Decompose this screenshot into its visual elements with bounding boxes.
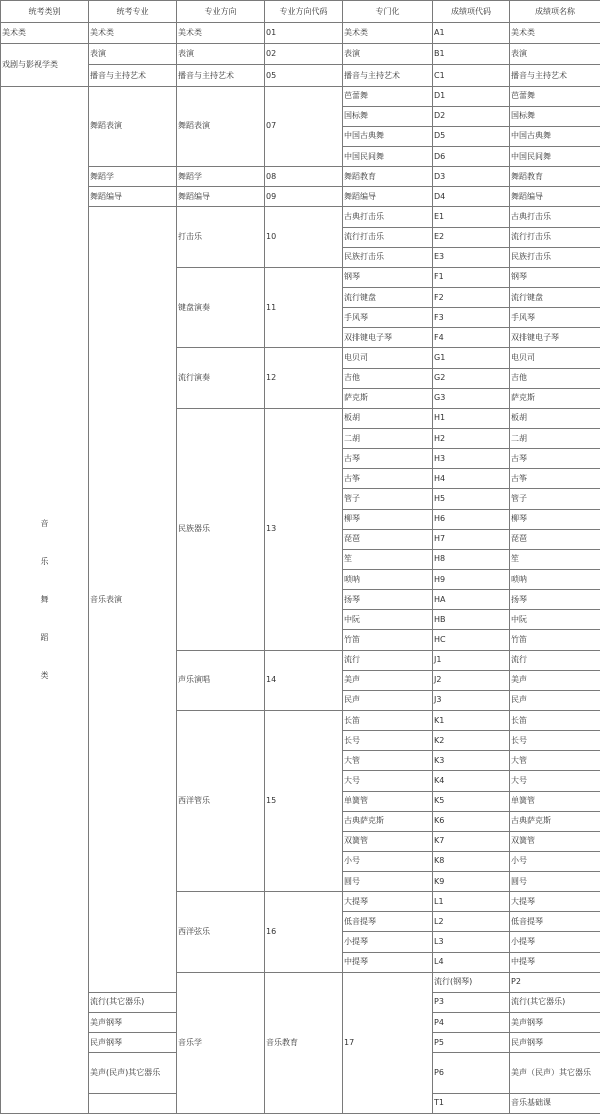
category-cell: 戏剧与影视学类: [1, 44, 89, 86]
score-name-cell: 中国古典舞: [510, 126, 600, 146]
score-code-cell: P3: [433, 992, 510, 1012]
specialization-cell: 中国古典舞: [343, 126, 433, 146]
score-code-cell: H1: [433, 408, 510, 428]
score-name-cell: 流行键盘: [510, 287, 600, 307]
specialization-cell: [89, 1093, 177, 1113]
score-name-cell: 古琴: [510, 449, 600, 469]
score-code-cell: G3: [433, 388, 510, 408]
table-row: [1, 207, 600, 227]
category-cell-music-dance: [1, 86, 89, 1113]
specialization-cell: 中阮: [343, 610, 433, 630]
score-code-cell: F1: [433, 267, 510, 287]
specialization-cell: 小号: [343, 851, 433, 871]
specialization-cell: 管子: [343, 489, 433, 509]
major-cell: 音乐表演: [89, 207, 177, 992]
score-code-cell: HB: [433, 610, 510, 630]
category-char: 舞: [40, 594, 49, 604]
specialization-cell: 电贝司: [343, 348, 433, 368]
score-code-cell: D1: [433, 86, 510, 106]
table-row: [1, 65, 600, 86]
specialization-cell: 长笛: [343, 710, 433, 730]
specialization-cell: 舞蹈编导: [343, 187, 433, 207]
score-code-cell: K2: [433, 731, 510, 751]
score-name-cell: 管子: [510, 489, 600, 509]
score-code-cell: J1: [433, 650, 510, 670]
score-code-cell: E1: [433, 207, 510, 227]
score-name-cell: 芭蕾舞: [510, 86, 600, 106]
major-cell: 舞蹈学: [89, 167, 177, 187]
specialization-cell: 国标舞: [343, 106, 433, 126]
category-char: 蹈: [40, 632, 49, 642]
header-row: [1, 1, 600, 23]
specialization-cell: 大号: [343, 771, 433, 791]
table-row: [1, 44, 600, 65]
score-code-cell: L4: [433, 952, 510, 972]
score-name-cell: 舞蹈教育: [510, 167, 600, 187]
score-name-cell: 音乐基础课: [510, 1093, 600, 1113]
score-code-cell: F2: [433, 287, 510, 307]
specialization-cell: 古典打击乐: [343, 207, 433, 227]
score-name-cell: 板胡: [510, 408, 600, 428]
direction-cell: 流行演奏: [177, 348, 265, 408]
specialization-cell: 芭蕾舞: [343, 86, 433, 106]
score-code-cell: D4: [433, 187, 510, 207]
score-name-cell: 小提琴: [510, 932, 600, 952]
score-code-cell: H2: [433, 428, 510, 448]
specialization-cell: 古琴: [343, 449, 433, 469]
score-code-cell: G2: [433, 368, 510, 388]
score-code-cell: K7: [433, 831, 510, 851]
score-code-cell: H6: [433, 509, 510, 529]
direction-code-cell: 11: [265, 267, 343, 348]
direction-code-cell: 16: [265, 892, 343, 973]
specialization-cell: 民声钢琴: [89, 1033, 177, 1053]
score-name-cell: 唢呐: [510, 569, 600, 589]
major-cell: 播音与主持艺术: [89, 65, 177, 86]
score-name-cell: 小号: [510, 851, 600, 871]
score-code-cell: D6: [433, 147, 510, 167]
header-cell: 统考专业: [89, 1, 177, 23]
direction-cell: 美术类: [177, 23, 265, 44]
score-code-cell: H4: [433, 469, 510, 489]
score-name-cell: 圆号: [510, 872, 600, 892]
specialization-cell: 美术类: [343, 23, 433, 44]
score-name-cell: 笙: [510, 549, 600, 569]
direction-cell: 音乐教育: [265, 972, 343, 1113]
score-name-cell: 流行(其它器乐): [510, 992, 600, 1012]
direction-cell: 键盘演奏: [177, 267, 265, 348]
score-code-cell: K9: [433, 872, 510, 892]
specialization-cell: 小提琴: [343, 932, 433, 952]
specialization-cell: 播音与主持艺术: [343, 65, 433, 86]
header-cell: 统考类别: [1, 1, 89, 23]
specialization-cell: 吉他: [343, 368, 433, 388]
score-name-cell: 钢琴: [510, 267, 600, 287]
score-name-cell: 美声钢琴: [510, 1013, 600, 1033]
score-name-cell: 民声: [510, 690, 600, 710]
specialization-cell: 双簧管: [343, 831, 433, 851]
score-code-cell: H5: [433, 489, 510, 509]
direction-code-cell: 08: [265, 167, 343, 187]
score-name-cell: 柳琴: [510, 509, 600, 529]
direction-code-cell: 07: [265, 86, 343, 167]
score-name-cell: 流行: [510, 650, 600, 670]
category-char: 乐: [40, 556, 49, 566]
specialization-cell: 大提琴: [343, 892, 433, 912]
score-name-cell: 手风琴: [510, 308, 600, 328]
score-code-cell: J3: [433, 690, 510, 710]
direction-code-cell: 12: [265, 348, 343, 408]
score-name-cell: 竹笛: [510, 630, 600, 650]
direction-cell: 舞蹈学: [177, 167, 265, 187]
score-name-cell: 萨克斯: [510, 388, 600, 408]
direction-code-cell: 02: [265, 44, 343, 65]
specialization-cell: 二胡: [343, 428, 433, 448]
score-name-cell: 民族打击乐: [510, 247, 600, 267]
direction-code-cell: 01: [265, 23, 343, 44]
score-name-cell: 琵琶: [510, 529, 600, 549]
major-cell: 舞蹈表演: [89, 86, 177, 167]
specialization-cell: 古筝: [343, 469, 433, 489]
direction-cell: 表演: [177, 44, 265, 65]
specialization-cell: 中国民间舞: [343, 147, 433, 167]
specialization-cell: 流行键盘: [343, 287, 433, 307]
specialization-cell: 流行(钢琴): [433, 972, 510, 992]
score-code-cell: H9: [433, 569, 510, 589]
score-code-cell: T1: [433, 1093, 510, 1113]
specialization-cell: 民声: [343, 690, 433, 710]
score-name-cell: 古典打击乐: [510, 207, 600, 227]
direction-cell: 民族器乐: [177, 408, 265, 650]
score-code-cell: C1: [433, 65, 510, 86]
specialization-cell: 圆号: [343, 872, 433, 892]
score-code-cell: P4: [433, 1013, 510, 1033]
specialization-cell: 钢琴: [343, 267, 433, 287]
score-code-cell: H8: [433, 549, 510, 569]
score-code-cell: K3: [433, 751, 510, 771]
score-name-cell: 长笛: [510, 710, 600, 730]
score-code-cell: D2: [433, 106, 510, 126]
table-row: [1, 167, 600, 187]
score-name-cell: 古筝: [510, 469, 600, 489]
score-code-cell: K1: [433, 710, 510, 730]
score-name-cell: 双簧管: [510, 831, 600, 851]
score-name-cell: 大号: [510, 771, 600, 791]
major-cell: 舞蹈编导: [89, 187, 177, 207]
score-code-cell: P2: [510, 972, 600, 992]
score-code-cell: H7: [433, 529, 510, 549]
specialization-cell: 扬琴: [343, 590, 433, 610]
specialization-cell: 流行(其它器乐): [89, 992, 177, 1012]
specialization-cell: 单簧管: [343, 791, 433, 811]
score-name-cell: 低音提琴: [510, 912, 600, 932]
score-name-cell: 单簧管: [510, 791, 600, 811]
score-name-cell: 民声钢琴: [510, 1033, 600, 1053]
header-cell: 专门化: [343, 1, 433, 23]
specialization-cell: 大管: [343, 751, 433, 771]
score-name-cell: 美声（民声）其它器乐: [510, 1053, 600, 1093]
direction-code-cell: 15: [265, 710, 343, 891]
score-code-cell: P5: [433, 1033, 510, 1053]
score-name-cell: 古典萨克斯: [510, 811, 600, 831]
table-row: [1, 187, 600, 207]
score-code-cell: H3: [433, 449, 510, 469]
score-code-cell: J2: [433, 670, 510, 690]
score-name-cell: 中提琴: [510, 952, 600, 972]
direction-code-cell: 10: [265, 207, 343, 267]
score-code-cell: K6: [433, 811, 510, 831]
score-name-cell: 播音与主持艺术: [510, 65, 600, 86]
score-name-cell: 流行打击乐: [510, 227, 600, 247]
score-code-cell: K4: [433, 771, 510, 791]
score-code-cell: P6: [433, 1053, 510, 1093]
score-name-cell: 美声: [510, 670, 600, 690]
score-name-cell: 国标舞: [510, 106, 600, 126]
score-name-cell: 长号: [510, 731, 600, 751]
specialization-cell: 舞蹈教育: [343, 167, 433, 187]
score-code-cell: D5: [433, 126, 510, 146]
specialization-cell: 唢呐: [343, 569, 433, 589]
direction-cell: 舞蹈表演: [177, 86, 265, 167]
score-name-cell: 二胡: [510, 428, 600, 448]
score-name-cell: 大管: [510, 751, 600, 771]
score-name-cell: 美术类: [510, 23, 600, 44]
score-name-cell: 舞蹈编导: [510, 187, 600, 207]
specialization-cell: 手风琴: [343, 308, 433, 328]
specialization-cell: 流行打击乐: [343, 227, 433, 247]
specialization-cell: 美声(民声)其它器乐: [89, 1053, 177, 1093]
score-code-cell: L2: [433, 912, 510, 932]
score-name-cell: 中国民间舞: [510, 147, 600, 167]
specialization-cell: 双排键电子琴: [343, 328, 433, 348]
score-code-cell: E2: [433, 227, 510, 247]
score-name-cell: 表演: [510, 44, 600, 65]
score-code-cell: G1: [433, 348, 510, 368]
category-char: 类: [40, 670, 49, 680]
specialization-cell: 表演: [343, 44, 433, 65]
direction-code-cell: 14: [265, 650, 343, 710]
score-name-cell: 双排键电子琴: [510, 328, 600, 348]
score-code-cell: L3: [433, 932, 510, 952]
direction-cell: 声乐演唱: [177, 650, 265, 710]
specialization-cell: 长号: [343, 731, 433, 751]
header-cell: 专业方向代码: [265, 1, 343, 23]
direction-code-cell: 17: [343, 972, 433, 1113]
direction-cell: 播音与主持艺术: [177, 65, 265, 86]
score-name-cell: 中阮: [510, 610, 600, 630]
header-cell: 成绩项代码: [433, 1, 510, 23]
score-code-cell: HA: [433, 590, 510, 610]
specialization-cell: 古典萨克斯: [343, 811, 433, 831]
score-code-cell: F3: [433, 308, 510, 328]
direction-code-cell: 13: [265, 408, 343, 650]
specialization-cell: 美声: [343, 670, 433, 690]
score-code-cell: D3: [433, 167, 510, 187]
direction-code-cell: 09: [265, 187, 343, 207]
header-cell: 成绩项名称: [510, 1, 600, 23]
direction-cell: 打击乐: [177, 207, 265, 267]
table-row: [1, 86, 600, 106]
specialization-cell: 低音提琴: [343, 912, 433, 932]
table-row: [1, 23, 600, 44]
direction-cell: 西洋弦乐: [177, 892, 265, 973]
major-cell: 音乐学: [177, 972, 265, 1113]
score-name-cell: 电贝司: [510, 348, 600, 368]
specialization-cell: 中提琴: [343, 952, 433, 972]
specialization-cell: 板胡: [343, 408, 433, 428]
score-code-cell: K8: [433, 851, 510, 871]
specialization-cell: 流行: [343, 650, 433, 670]
specialization-cell: 萨克斯: [343, 388, 433, 408]
score-code-cell: B1: [433, 44, 510, 65]
specialization-cell: 笙: [343, 549, 433, 569]
score-name-cell: 吉他: [510, 368, 600, 388]
specialization-cell: 竹笛: [343, 630, 433, 650]
category-char: 音: [40, 518, 49, 528]
direction-cell: 舞蹈编导: [177, 187, 265, 207]
direction-cell: 西洋管乐: [177, 710, 265, 891]
score-name-cell: 扬琴: [510, 590, 600, 610]
direction-code-cell: 05: [265, 65, 343, 86]
score-code-cell: F4: [433, 328, 510, 348]
score-name-cell: 大提琴: [510, 892, 600, 912]
category-cell: 美术类: [1, 23, 89, 44]
score-code-cell: E3: [433, 247, 510, 267]
specialization-cell: 琵琶: [343, 529, 433, 549]
score-code-cell: HC: [433, 630, 510, 650]
specialization-cell: 美声钢琴: [89, 1013, 177, 1033]
specialization-cell: 柳琴: [343, 509, 433, 529]
header-cell: 专业方向: [177, 1, 265, 23]
major-cell: 美术类: [89, 23, 177, 44]
score-code-cell: K5: [433, 791, 510, 811]
major-cell: 表演: [89, 44, 177, 65]
specialization-cell: 民族打击乐: [343, 247, 433, 267]
score-code-cell: L1: [433, 892, 510, 912]
score-code-cell: A1: [433, 23, 510, 44]
